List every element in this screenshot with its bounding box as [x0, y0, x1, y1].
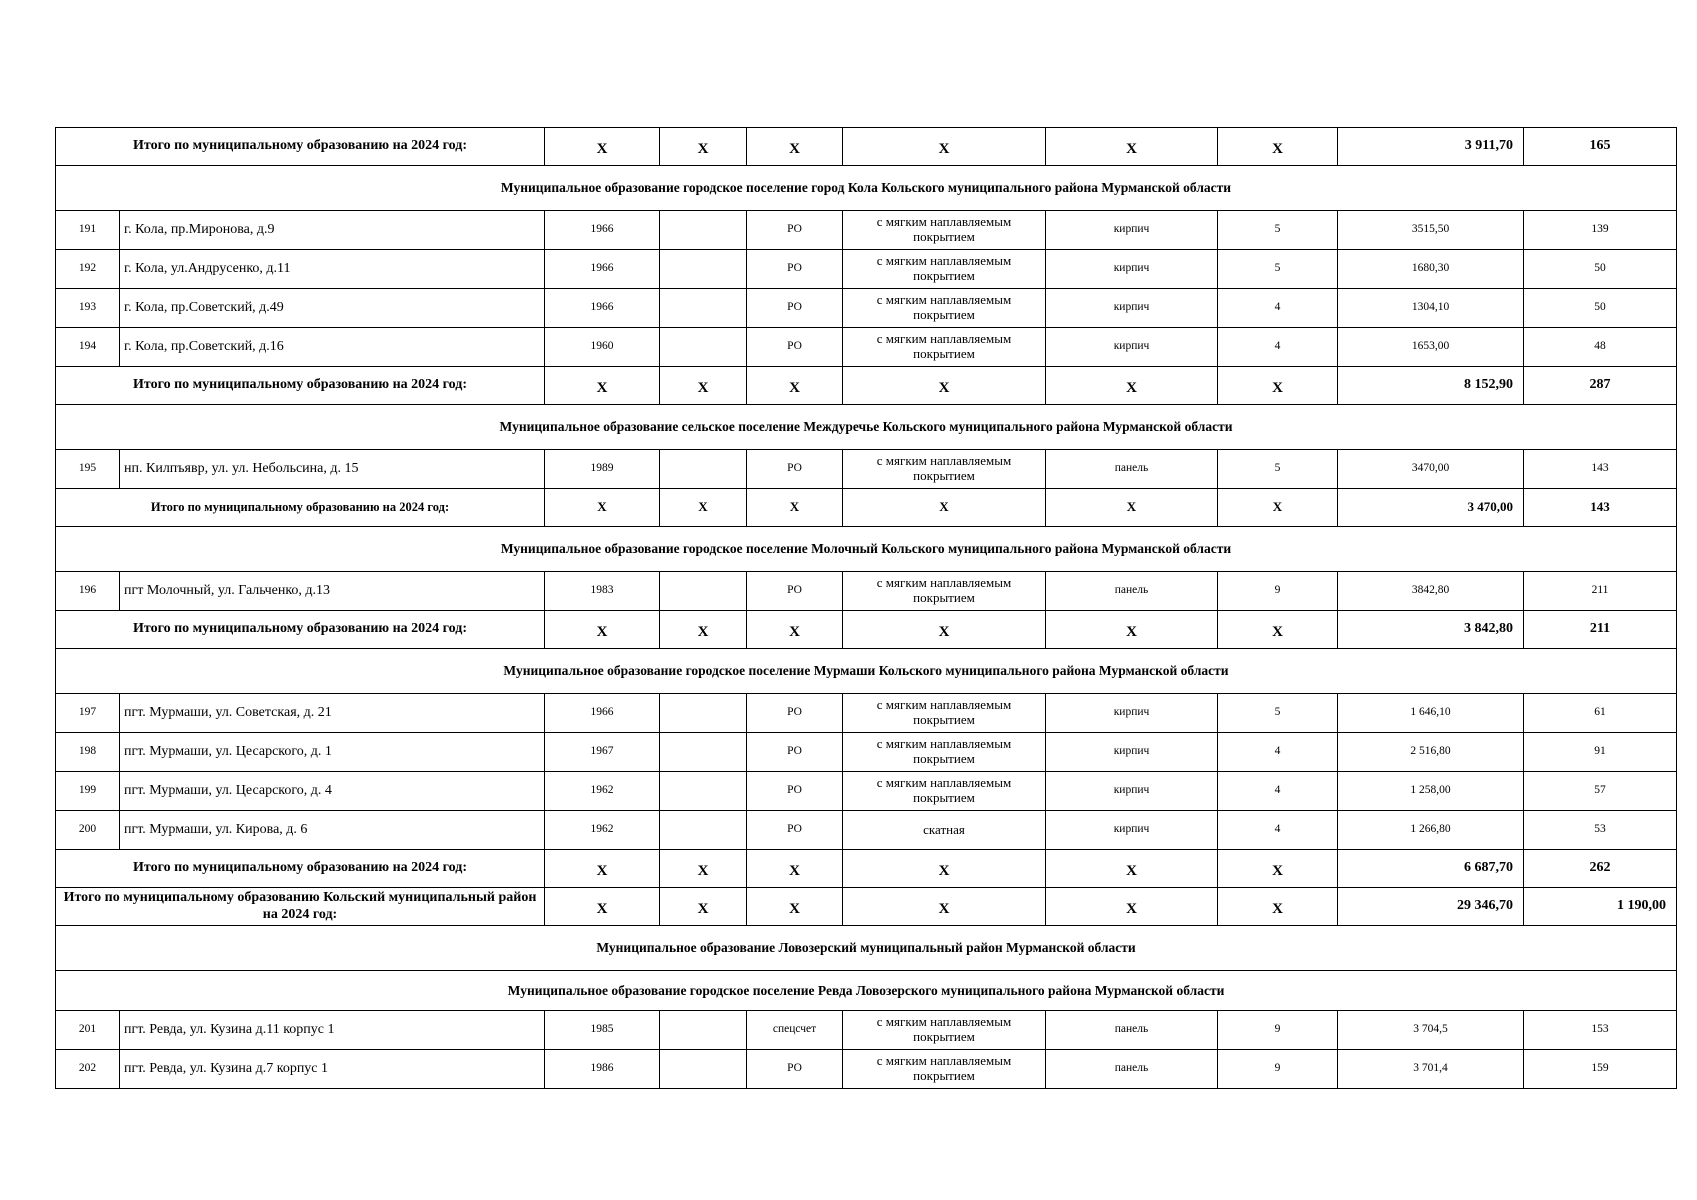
residents-cell: 91 [1524, 733, 1677, 772]
year-cell: 1966 [545, 694, 660, 733]
total-x-mark: Х [660, 489, 747, 527]
total-label: Итого по муниципальному образованию на 2024 год: [56, 611, 545, 649]
section-header-row [56, 926, 1677, 971]
total-x-mark: Х [1046, 367, 1218, 405]
floors-cell: 5 [1218, 211, 1338, 250]
empty-cell [660, 811, 747, 850]
fund-method-cell: РО [747, 772, 843, 811]
fund-method-cell: РО [747, 250, 843, 289]
total-row [56, 611, 1677, 649]
total-area: 6 687,70 [1338, 850, 1524, 888]
residents-cell: 61 [1524, 694, 1677, 733]
roof-type-cell: с мягким наплавляемым покрытием [843, 289, 1046, 328]
total-x-mark: Х [1218, 367, 1338, 405]
residents-cell: 50 [1524, 250, 1677, 289]
table-row [56, 250, 1677, 289]
row-number: 193 [56, 289, 120, 328]
residents-cell: 143 [1524, 450, 1677, 489]
total-area: 3 911,70 [1338, 128, 1524, 166]
fund-method-cell: спецсчет [747, 1011, 843, 1050]
total-x-mark: Х [747, 611, 843, 649]
row-number: 199 [56, 772, 120, 811]
address-cell: г. Кола, пр.Советский, д.49 [120, 289, 545, 328]
table-row [56, 772, 1677, 811]
wall-material-cell: кирпич [1046, 250, 1218, 289]
area-cell: 1 266,80 [1338, 811, 1524, 850]
total-row [56, 888, 1677, 926]
year-cell: 1962 [545, 772, 660, 811]
total-x-mark: Х [545, 888, 660, 926]
section-header-row [56, 971, 1677, 1011]
floors-cell: 5 [1218, 450, 1338, 489]
roof-type-cell: с мягким наплавляемым покрытием [843, 328, 1046, 367]
address-cell: г. Кола, ул.Андрусенко, д.11 [120, 250, 545, 289]
table-row [56, 450, 1677, 489]
total-x-mark: Х [1218, 850, 1338, 888]
wall-material-cell: кирпич [1046, 733, 1218, 772]
total-x-mark: Х [843, 367, 1046, 405]
fund-method-cell: РО [747, 1050, 843, 1089]
year-cell: 1967 [545, 733, 660, 772]
floors-cell: 4 [1218, 328, 1338, 367]
row-number: 200 [56, 811, 120, 850]
roof-type-cell: с мягким наплавляемым покрытием [843, 1050, 1046, 1089]
total-count: 143 [1524, 489, 1677, 527]
roof-type-cell: скатная [843, 811, 1046, 850]
total-x-mark: Х [747, 367, 843, 405]
address-cell: нп. Килпъявр, ул. ул. Небольсина, д. 15 [120, 450, 545, 489]
year-cell: 1966 [545, 289, 660, 328]
residents-cell: 139 [1524, 211, 1677, 250]
total-x-mark: Х [1046, 611, 1218, 649]
empty-cell [660, 328, 747, 367]
section-header-row [56, 527, 1677, 572]
total-label: Итого по муниципальному образованию на 2024 год: [56, 128, 545, 166]
row-number: 197 [56, 694, 120, 733]
roof-type-cell: с мягким наплавляемым покрытием [843, 211, 1046, 250]
total-x-mark: Х [747, 489, 843, 527]
fund-method-cell: РО [747, 811, 843, 850]
total-x-mark: Х [1046, 850, 1218, 888]
row-number: 191 [56, 211, 120, 250]
total-x-mark: Х [545, 128, 660, 166]
wall-material-cell: кирпич [1046, 289, 1218, 328]
row-number: 201 [56, 1011, 120, 1050]
total-count: 287 [1524, 367, 1677, 405]
empty-cell [660, 733, 747, 772]
total-x-mark: Х [1218, 611, 1338, 649]
total-row [56, 367, 1677, 405]
total-x-mark: Х [1218, 489, 1338, 527]
residents-cell: 48 [1524, 328, 1677, 367]
row-number: 202 [56, 1050, 120, 1089]
empty-cell [660, 1011, 747, 1050]
total-x-mark: Х [843, 850, 1046, 888]
empty-cell [660, 1050, 747, 1089]
wall-material-cell: кирпич [1046, 694, 1218, 733]
area-cell: 1 258,00 [1338, 772, 1524, 811]
wall-material-cell: панель [1046, 1050, 1218, 1089]
address-cell: пгт. Ревда, ул. Кузина д.11 корпус 1 [120, 1011, 545, 1050]
section-title: Муниципальное образование городское поселение Молочный Кольского муниципального района Мурманской области [56, 527, 1677, 572]
total-count: 165 [1524, 128, 1677, 166]
year-cell: 1983 [545, 572, 660, 611]
table-row [56, 289, 1677, 328]
residents-cell: 153 [1524, 1011, 1677, 1050]
total-x-mark: Х [1046, 489, 1218, 527]
roof-type-cell: с мягким наплавляемым покрытием [843, 772, 1046, 811]
fund-method-cell: РО [747, 572, 843, 611]
total-label: Итого по муниципальному образованию на 2024 год: [56, 367, 545, 405]
residents-cell: 159 [1524, 1050, 1677, 1089]
empty-cell [660, 211, 747, 250]
table-row [56, 1011, 1677, 1050]
row-number: 196 [56, 572, 120, 611]
section-title: Муниципальное образование сельское поселение Междуречье Кольского муниципального района Мурманской области [56, 405, 1677, 450]
section-header-row [56, 405, 1677, 450]
table-row [56, 328, 1677, 367]
row-number: 192 [56, 250, 120, 289]
roof-type-cell: с мягким наплавляемым покрытием [843, 250, 1046, 289]
empty-cell [660, 694, 747, 733]
total-x-mark: Х [660, 611, 747, 649]
total-x-mark: Х [545, 367, 660, 405]
area-cell: 1653,00 [1338, 328, 1524, 367]
address-cell: пгт. Мурмаши, ул. Советская, д. 21 [120, 694, 545, 733]
residents-cell: 50 [1524, 289, 1677, 328]
residents-cell: 53 [1524, 811, 1677, 850]
total-area: 3 842,80 [1338, 611, 1524, 649]
empty-cell [660, 450, 747, 489]
empty-cell [660, 572, 747, 611]
total-x-mark: Х [747, 850, 843, 888]
total-x-mark: Х [660, 850, 747, 888]
total-x-mark: Х [545, 850, 660, 888]
address-cell: г. Кола, пр.Миронова, д.9 [120, 211, 545, 250]
row-number: 198 [56, 733, 120, 772]
table-row [56, 211, 1677, 250]
section-title: Муниципальное образование городское поселение город Кола Кольского муниципального района Мурманской области [56, 166, 1677, 211]
total-count: 211 [1524, 611, 1677, 649]
roof-type-cell: с мягким наплавляемым покрытием [843, 694, 1046, 733]
residents-cell: 211 [1524, 572, 1677, 611]
floors-cell: 4 [1218, 289, 1338, 328]
floors-cell: 9 [1218, 1050, 1338, 1089]
year-cell: 1985 [545, 1011, 660, 1050]
address-cell: пгт. Ревда, ул. Кузина д.7 корпус 1 [120, 1050, 545, 1089]
housing-program-table [55, 127, 1677, 1089]
total-area: 8 152,90 [1338, 367, 1524, 405]
total-x-mark: Х [545, 489, 660, 527]
total-x-mark: Х [843, 489, 1046, 527]
area-cell: 1304,10 [1338, 289, 1524, 328]
section-header-row [56, 649, 1677, 694]
total-x-mark: Х [660, 367, 747, 405]
wall-material-cell: кирпич [1046, 328, 1218, 367]
area-cell: 3 701,4 [1338, 1050, 1524, 1089]
empty-cell [660, 289, 747, 328]
section-title: Муниципальное образование Ловозерский муниципальный район Мурманской области [56, 926, 1677, 971]
total-label: Итого по муниципальному образованию на 2024 год: [56, 850, 545, 888]
roof-type-cell: с мягким наплавляемым покрытием [843, 1011, 1046, 1050]
total-x-mark: Х [747, 888, 843, 926]
fund-method-cell: РО [747, 450, 843, 489]
floors-cell: 4 [1218, 772, 1338, 811]
year-cell: 1989 [545, 450, 660, 489]
wall-material-cell: кирпич [1046, 211, 1218, 250]
total-x-mark: Х [1046, 888, 1218, 926]
roof-type-cell: с мягким наплавляемым покрытием [843, 733, 1046, 772]
total-x-mark: Х [660, 128, 747, 166]
year-cell: 1966 [545, 211, 660, 250]
fund-method-cell: РО [747, 328, 843, 367]
table-row [56, 733, 1677, 772]
section-title: Муниципальное образование городское поселение Мурмаши Кольского муниципального района Мурманской области [56, 649, 1677, 694]
area-cell: 1 646,10 [1338, 694, 1524, 733]
wall-material-cell: панель [1046, 1011, 1218, 1050]
total-count: 1 190,00 [1524, 888, 1677, 926]
total-label: Итого по муниципальному образованию Кольский муниципальный район на 2024 год: [56, 888, 545, 926]
fund-method-cell: РО [747, 211, 843, 250]
total-x-mark: Х [843, 611, 1046, 649]
total-x-mark: Х [545, 611, 660, 649]
section-header-row [56, 166, 1677, 211]
table-row [56, 811, 1677, 850]
fund-method-cell: РО [747, 733, 843, 772]
table-row [56, 1050, 1677, 1089]
section-title: Муниципальное образование городское поселение Ревда Ловозерского муниципального района Мурманской области [56, 971, 1677, 1011]
fund-method-cell: РО [747, 694, 843, 733]
area-cell: 3842,80 [1338, 572, 1524, 611]
table-row [56, 694, 1677, 733]
wall-material-cell: панель [1046, 450, 1218, 489]
floors-cell: 5 [1218, 694, 1338, 733]
total-label: Итого по муниципальному образованию на 2024 год: [56, 489, 545, 527]
wall-material-cell: кирпич [1046, 811, 1218, 850]
address-cell: пгт. Мурмаши, ул. Кирова, д. 6 [120, 811, 545, 850]
fund-method-cell: РО [747, 289, 843, 328]
wall-material-cell: кирпич [1046, 772, 1218, 811]
area-cell: 3515,50 [1338, 211, 1524, 250]
roof-type-cell: с мягким наплавляемым покрытием [843, 450, 1046, 489]
address-cell: г. Кола, пр.Советский, д.16 [120, 328, 545, 367]
residents-cell: 57 [1524, 772, 1677, 811]
address-cell: пгт. Мурмаши, ул. Цесарского, д. 4 [120, 772, 545, 811]
total-x-mark: Х [747, 128, 843, 166]
total-count: 262 [1524, 850, 1677, 888]
table-row [56, 572, 1677, 611]
total-area: 29 346,70 [1338, 888, 1524, 926]
year-cell: 1986 [545, 1050, 660, 1089]
total-x-mark: Х [1046, 128, 1218, 166]
total-area: 3 470,00 [1338, 489, 1524, 527]
area-cell: 2 516,80 [1338, 733, 1524, 772]
total-row [56, 128, 1677, 166]
total-row [56, 489, 1677, 527]
total-x-mark: Х [1218, 888, 1338, 926]
floors-cell: 9 [1218, 572, 1338, 611]
total-row [56, 850, 1677, 888]
floors-cell: 4 [1218, 733, 1338, 772]
area-cell: 1680,30 [1338, 250, 1524, 289]
total-x-mark: Х [843, 888, 1046, 926]
row-number: 195 [56, 450, 120, 489]
floors-cell: 5 [1218, 250, 1338, 289]
total-x-mark: Х [843, 128, 1046, 166]
total-x-mark: Х [1218, 128, 1338, 166]
address-cell: пгт. Мурмаши, ул. Цесарского, д. 1 [120, 733, 545, 772]
wall-material-cell: панель [1046, 572, 1218, 611]
roof-type-cell: с мягким наплавляемым покрытием [843, 572, 1046, 611]
row-number: 194 [56, 328, 120, 367]
year-cell: 1966 [545, 250, 660, 289]
floors-cell: 4 [1218, 811, 1338, 850]
address-cell: пгт Молочный, ул. Гальченко, д.13 [120, 572, 545, 611]
floors-cell: 9 [1218, 1011, 1338, 1050]
year-cell: 1960 [545, 328, 660, 367]
empty-cell [660, 772, 747, 811]
total-x-mark: Х [660, 888, 747, 926]
empty-cell [660, 250, 747, 289]
year-cell: 1962 [545, 811, 660, 850]
area-cell: 3470,00 [1338, 450, 1524, 489]
area-cell: 3 704,5 [1338, 1011, 1524, 1050]
